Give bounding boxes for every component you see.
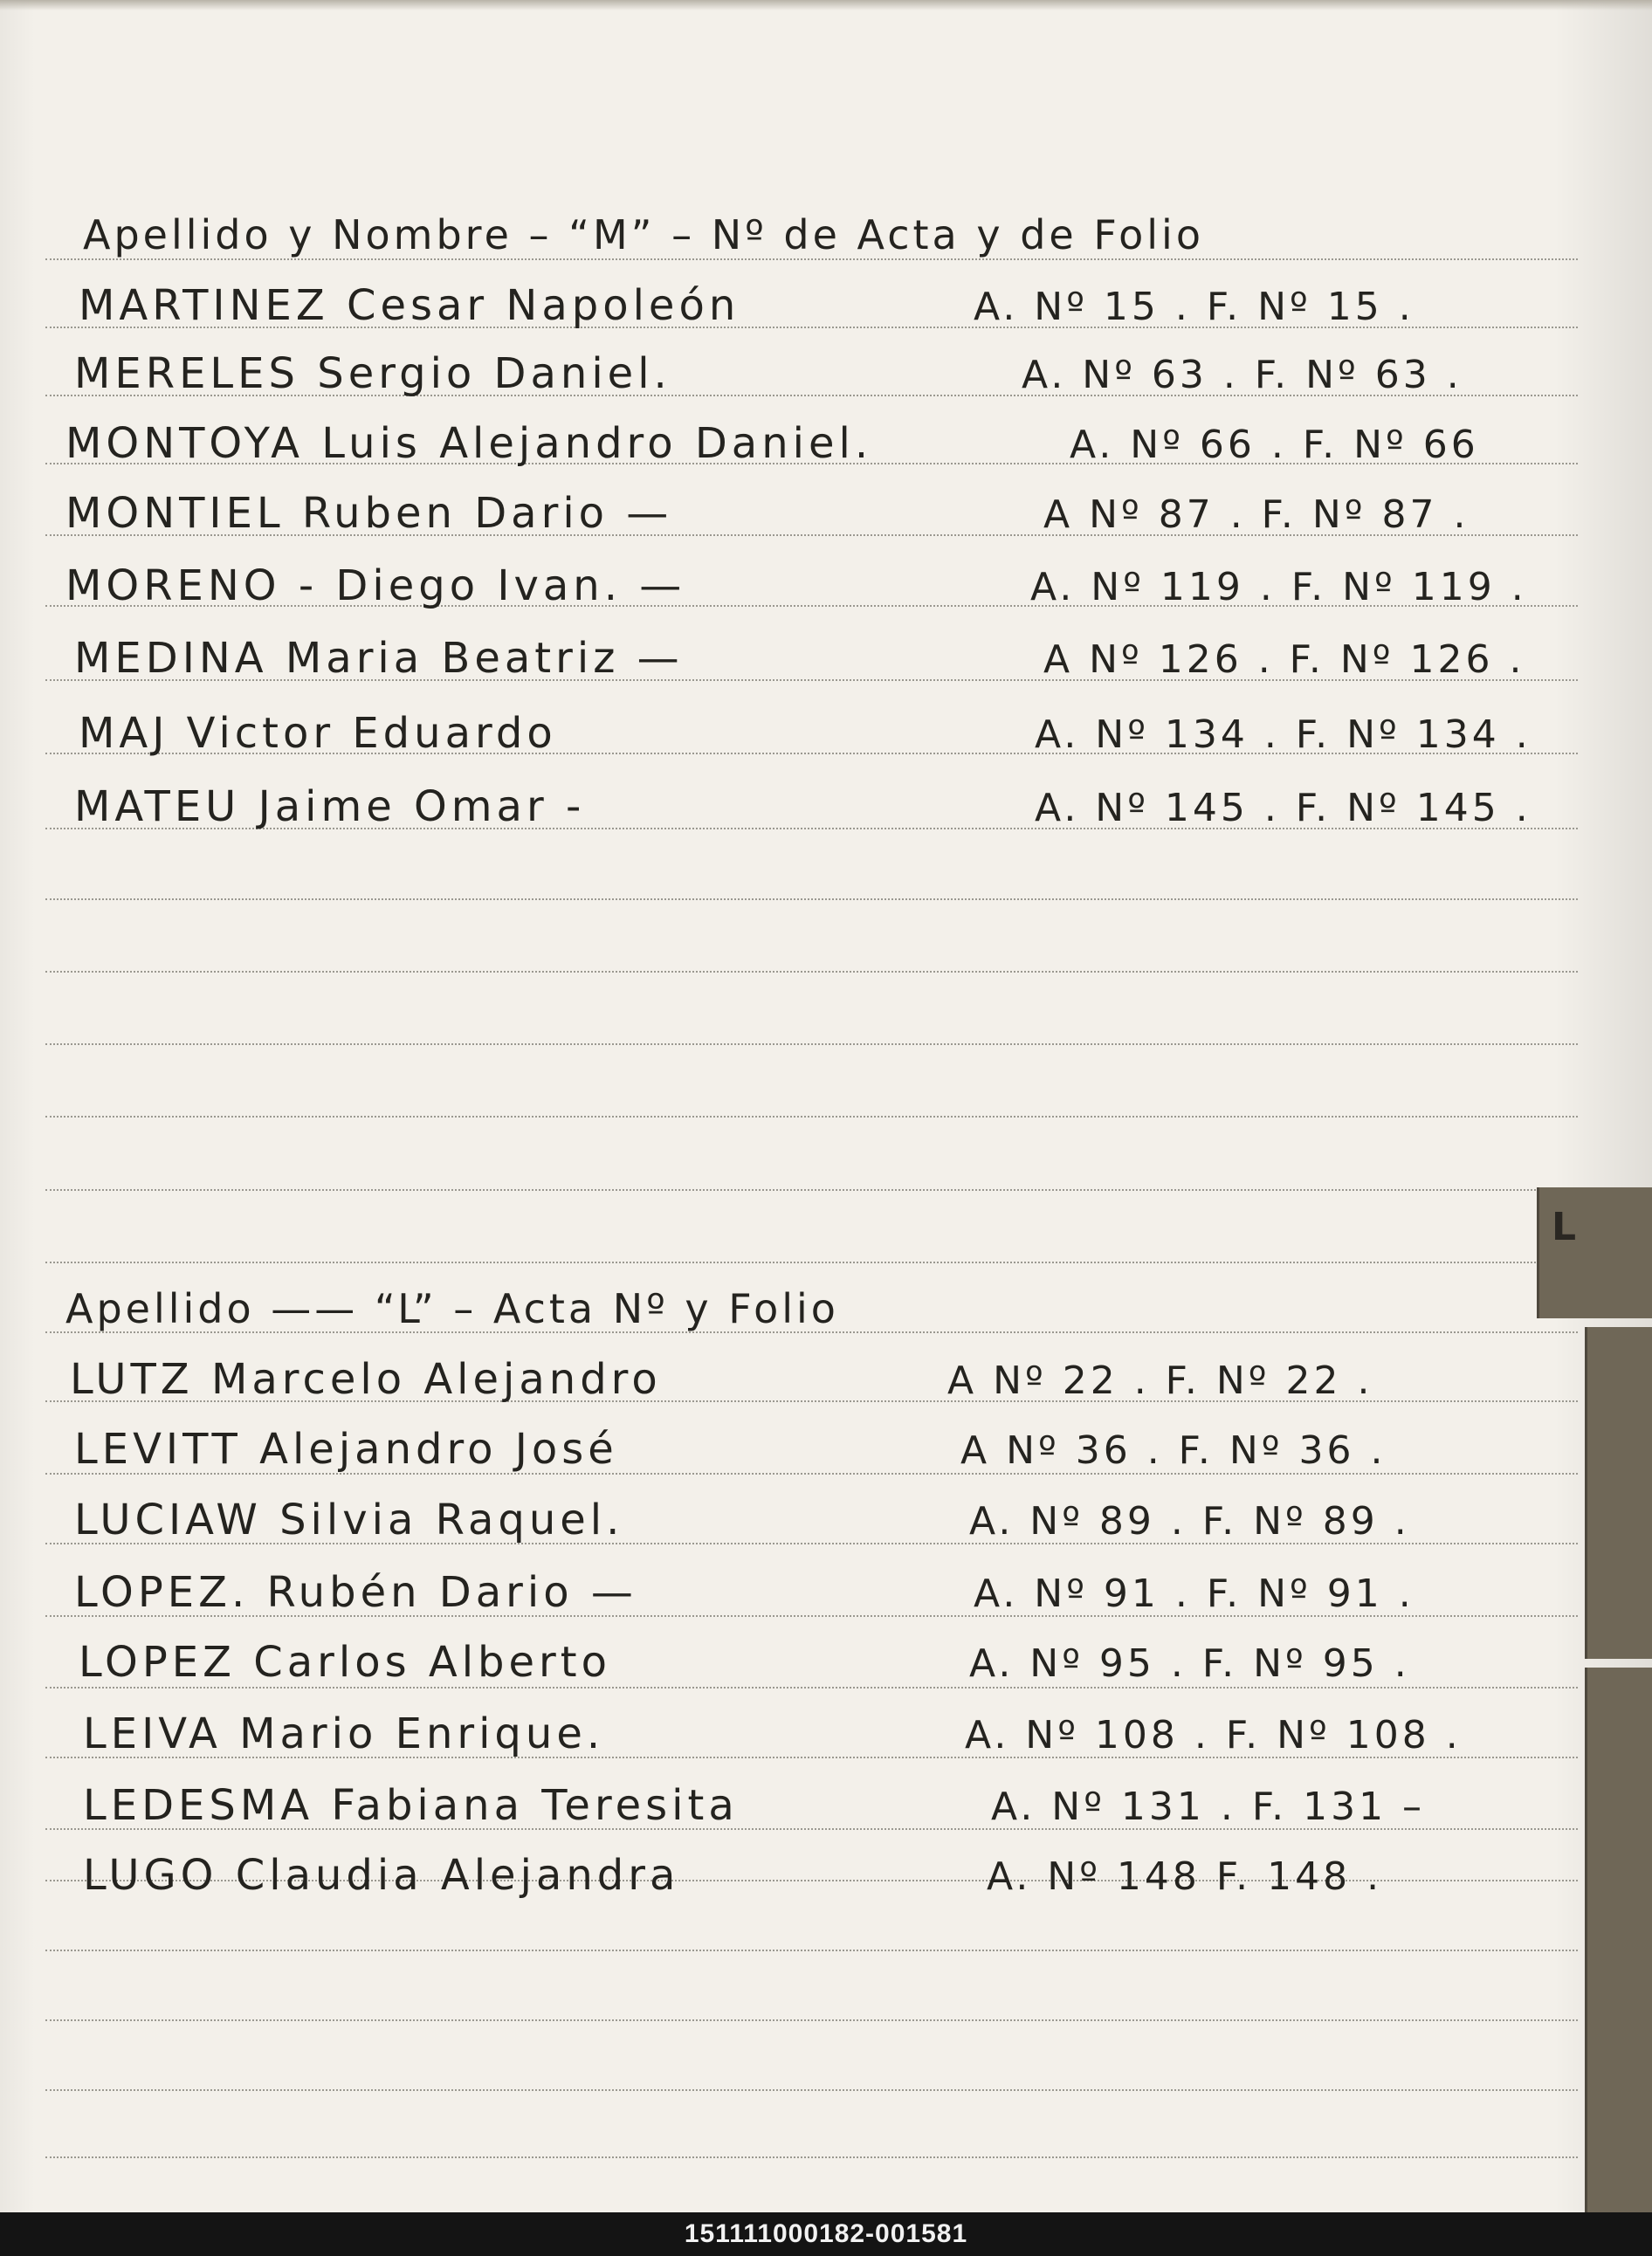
document-id-footer: 151111000182-001581 xyxy=(0,2212,1652,2256)
binder-tab-bottom xyxy=(1585,1668,1652,2212)
rule-line xyxy=(45,2156,1578,2158)
entry-ref: A Nº 36 . F. Nº 36 . xyxy=(960,1428,1387,1473)
entry-ref: A Nº 87 . F. Nº 87 . xyxy=(1043,492,1470,537)
entry-name: MEDINA Maria Beatriz — xyxy=(74,634,684,683)
entry-name: LUTZ Marcelo Alejandro xyxy=(70,1355,662,1404)
rule-line xyxy=(45,2019,1578,2021)
entry-ref: A. Nº 91 . F. Nº 91 . xyxy=(974,1572,1415,1616)
entry-name: LOPEZ. Rubén Dario — xyxy=(74,1568,637,1617)
rule-line xyxy=(45,1043,1578,1045)
entry-ref: A. Nº 119 . F. Nº 119 . xyxy=(1030,565,1527,609)
rule-line xyxy=(45,1262,1578,1263)
entry-ref: A Nº 126 . F. Nº 126 . xyxy=(1043,637,1525,682)
entry-ref: A. Nº 148 F. 148 . xyxy=(987,1854,1383,1899)
entry-ref: A. Nº 145 . F. Nº 145 . xyxy=(1035,786,1532,830)
entry-name: LUGO Claudia Alejandra xyxy=(83,1851,680,1900)
rule-line xyxy=(45,2089,1578,2091)
entry-name: MARTINEZ Cesar Napoleón xyxy=(79,281,740,330)
entry-name: MATEU Jaime Omar - xyxy=(74,782,586,831)
entry-ref: A Nº 22 . F. Nº 22 . xyxy=(947,1358,1373,1403)
entry-ref: A. Nº 95 . F. Nº 95 . xyxy=(969,1641,1410,1686)
entry-ref: A. Nº 63 . F. Nº 63 . xyxy=(1022,353,1463,397)
entry-name: MONTIEL Ruben Dario — xyxy=(65,489,673,538)
rule-line xyxy=(45,898,1578,900)
entry-name: LEVITT Alejandro José xyxy=(74,1425,618,1474)
entry-name: LUCIAW Silvia Raquel. xyxy=(74,1496,624,1544)
entry-name: LOPEZ Carlos Alberto xyxy=(79,1638,611,1687)
entry-name: LEIVA Mario Enrique. xyxy=(83,1709,605,1758)
entry-name: LEDESMA Fabiana Teresita xyxy=(83,1781,739,1830)
section-m-header: Apellido y Nombre – “M” – Nº de Acta y de Folio xyxy=(83,211,1204,258)
entry-ref: A. Nº 134 . F. Nº 134 . xyxy=(1035,712,1532,757)
binder-tab-middle xyxy=(1585,1327,1652,1659)
entry-name: MONTOYA Luis Alejandro Daniel. xyxy=(65,419,873,468)
rule-line xyxy=(45,1116,1578,1118)
section-l-header: Apellido —— “L” – Acta Nº y Folio xyxy=(65,1285,839,1332)
entry-ref: A. Nº 89 . F. Nº 89 . xyxy=(969,1499,1410,1544)
entry-ref: A. Nº 131 . F. 131 – xyxy=(991,1785,1426,1829)
entry-ref: A. Nº 66 . F. Nº 66 xyxy=(1070,423,1479,467)
rule-line xyxy=(45,258,1578,260)
entry-ref: A. Nº 15 . F. Nº 15 . xyxy=(974,285,1415,329)
binder-tab-top xyxy=(1537,1187,1652,1318)
rule-line xyxy=(45,1950,1578,1951)
rule-line xyxy=(45,1189,1578,1191)
entry-name: MAJ Victor Eduardo xyxy=(79,709,557,758)
rule-line xyxy=(45,1687,1578,1689)
rule-line xyxy=(45,971,1578,973)
entry-name: MERELES Sergio Daniel. xyxy=(74,349,671,398)
entry-name: MORENO - Diego Ivan. — xyxy=(65,561,686,610)
binder-tab-letter: L xyxy=(1552,1205,1577,1249)
entry-ref: A. Nº 108 . F. Nº 108 . xyxy=(965,1713,1462,1757)
